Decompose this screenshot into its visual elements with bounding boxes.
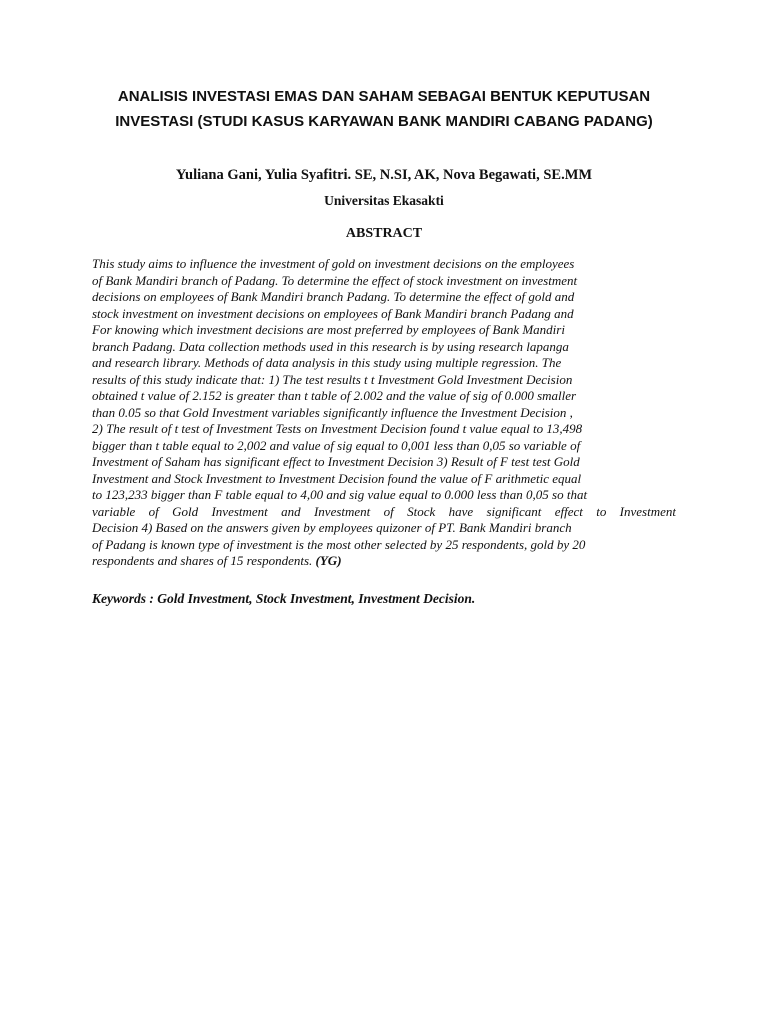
paper-title-line-1: ANALISIS INVESTASI EMAS DAN SAHAM SEBAGAI BENTUK KEPUTUSAN <box>117 88 651 105</box>
abstract-line: branch Padang. Data collection methods used in this research is by using research lapanga <box>92 338 569 354</box>
abstract-line: 2) The result of t test of Investment Tests on Investment Decision found t value equal to 13,498 <box>92 421 583 436</box>
abstract-line: of Bank Mandiri branch of Padang. To determine the effect of stock investment on investment <box>92 272 578 288</box>
abstract-line: stock investment on investment decisions on employees of Bank Mandiri branch Padang and <box>92 305 574 321</box>
abstract-line: Investment and Stock Investment to Investment Decision found the value of F arithmetic equal <box>92 470 582 486</box>
paper-title-line-2: INVESTASI (STUDI KASUS KARYAWAN BANK MANDIRI CABANG PADANG) <box>115 113 653 130</box>
abstract-line: bigger than t table equal to 2,002 and value of sig equal to 0,001 less than 0,05 so variable of <box>92 437 581 453</box>
abstract-line: of Padang is known type of investment is the most other selected by 25 respondents, gold by 20 <box>92 536 586 552</box>
abstract-line: For knowing which investment decisions are most preferred by employees of Bank Mandiri <box>92 322 565 337</box>
abstract-line: variable of Gold Investment and Investment of Stock have significant effect to Investment <box>92 503 676 519</box>
abstract-line: and research library. Methods of data analysis in this study using multiple regression. The <box>92 355 562 370</box>
abstract-heading: ABSTRACT <box>345 226 423 241</box>
abstract-author-initials: (YG) <box>315 553 342 568</box>
abstract-last-line <box>92 553 676 570</box>
paper-title <box>80 84 688 134</box>
abstract-body <box>92 256 676 570</box>
author-list: Yuliana Gani, Yulia Syafitri. SE, N.SI, AK, Nova Begawati, SE.MM <box>175 167 593 183</box>
abstract-line: decisions on employees of Bank Mandiri branch Padang. To determine the effect of gold and <box>92 289 575 304</box>
abstract-line: than 0.05 so that Gold Investment variables significantly influence the Investment Decision , <box>92 404 573 420</box>
abstract-line: Investment of Saham has significant effect to Investment Decision 3) Result of F test test Gold <box>92 454 580 469</box>
abstract-line: to 123,233 bigger than F table equal to 4,00 and sig value equal to 0.000 less than 0,05 so that <box>92 487 588 502</box>
abstract-line: This study aims to influence the investment of gold on investment decisions on the employees <box>92 256 575 271</box>
keywords: Keywords : Gold Investment, Stock Investment, Investment Decision. <box>92 591 476 606</box>
affiliation: Universitas Ekasakti <box>324 193 444 208</box>
abstract-line: results of this study indicate that: 1) The test results t t Investment Gold Investment Decision <box>92 371 573 387</box>
abstract-line: Decision 4) Based on the answers given by employees quizoner of PT. Bank Mandiri branch <box>92 520 572 535</box>
abstract-line-text: respondents and shares of 15 respondents. <box>92 553 313 568</box>
abstract-line: obtained t value of 2.152 is greater than t table of 2.002 and the value of sig of 0.000 smaller <box>92 388 577 403</box>
